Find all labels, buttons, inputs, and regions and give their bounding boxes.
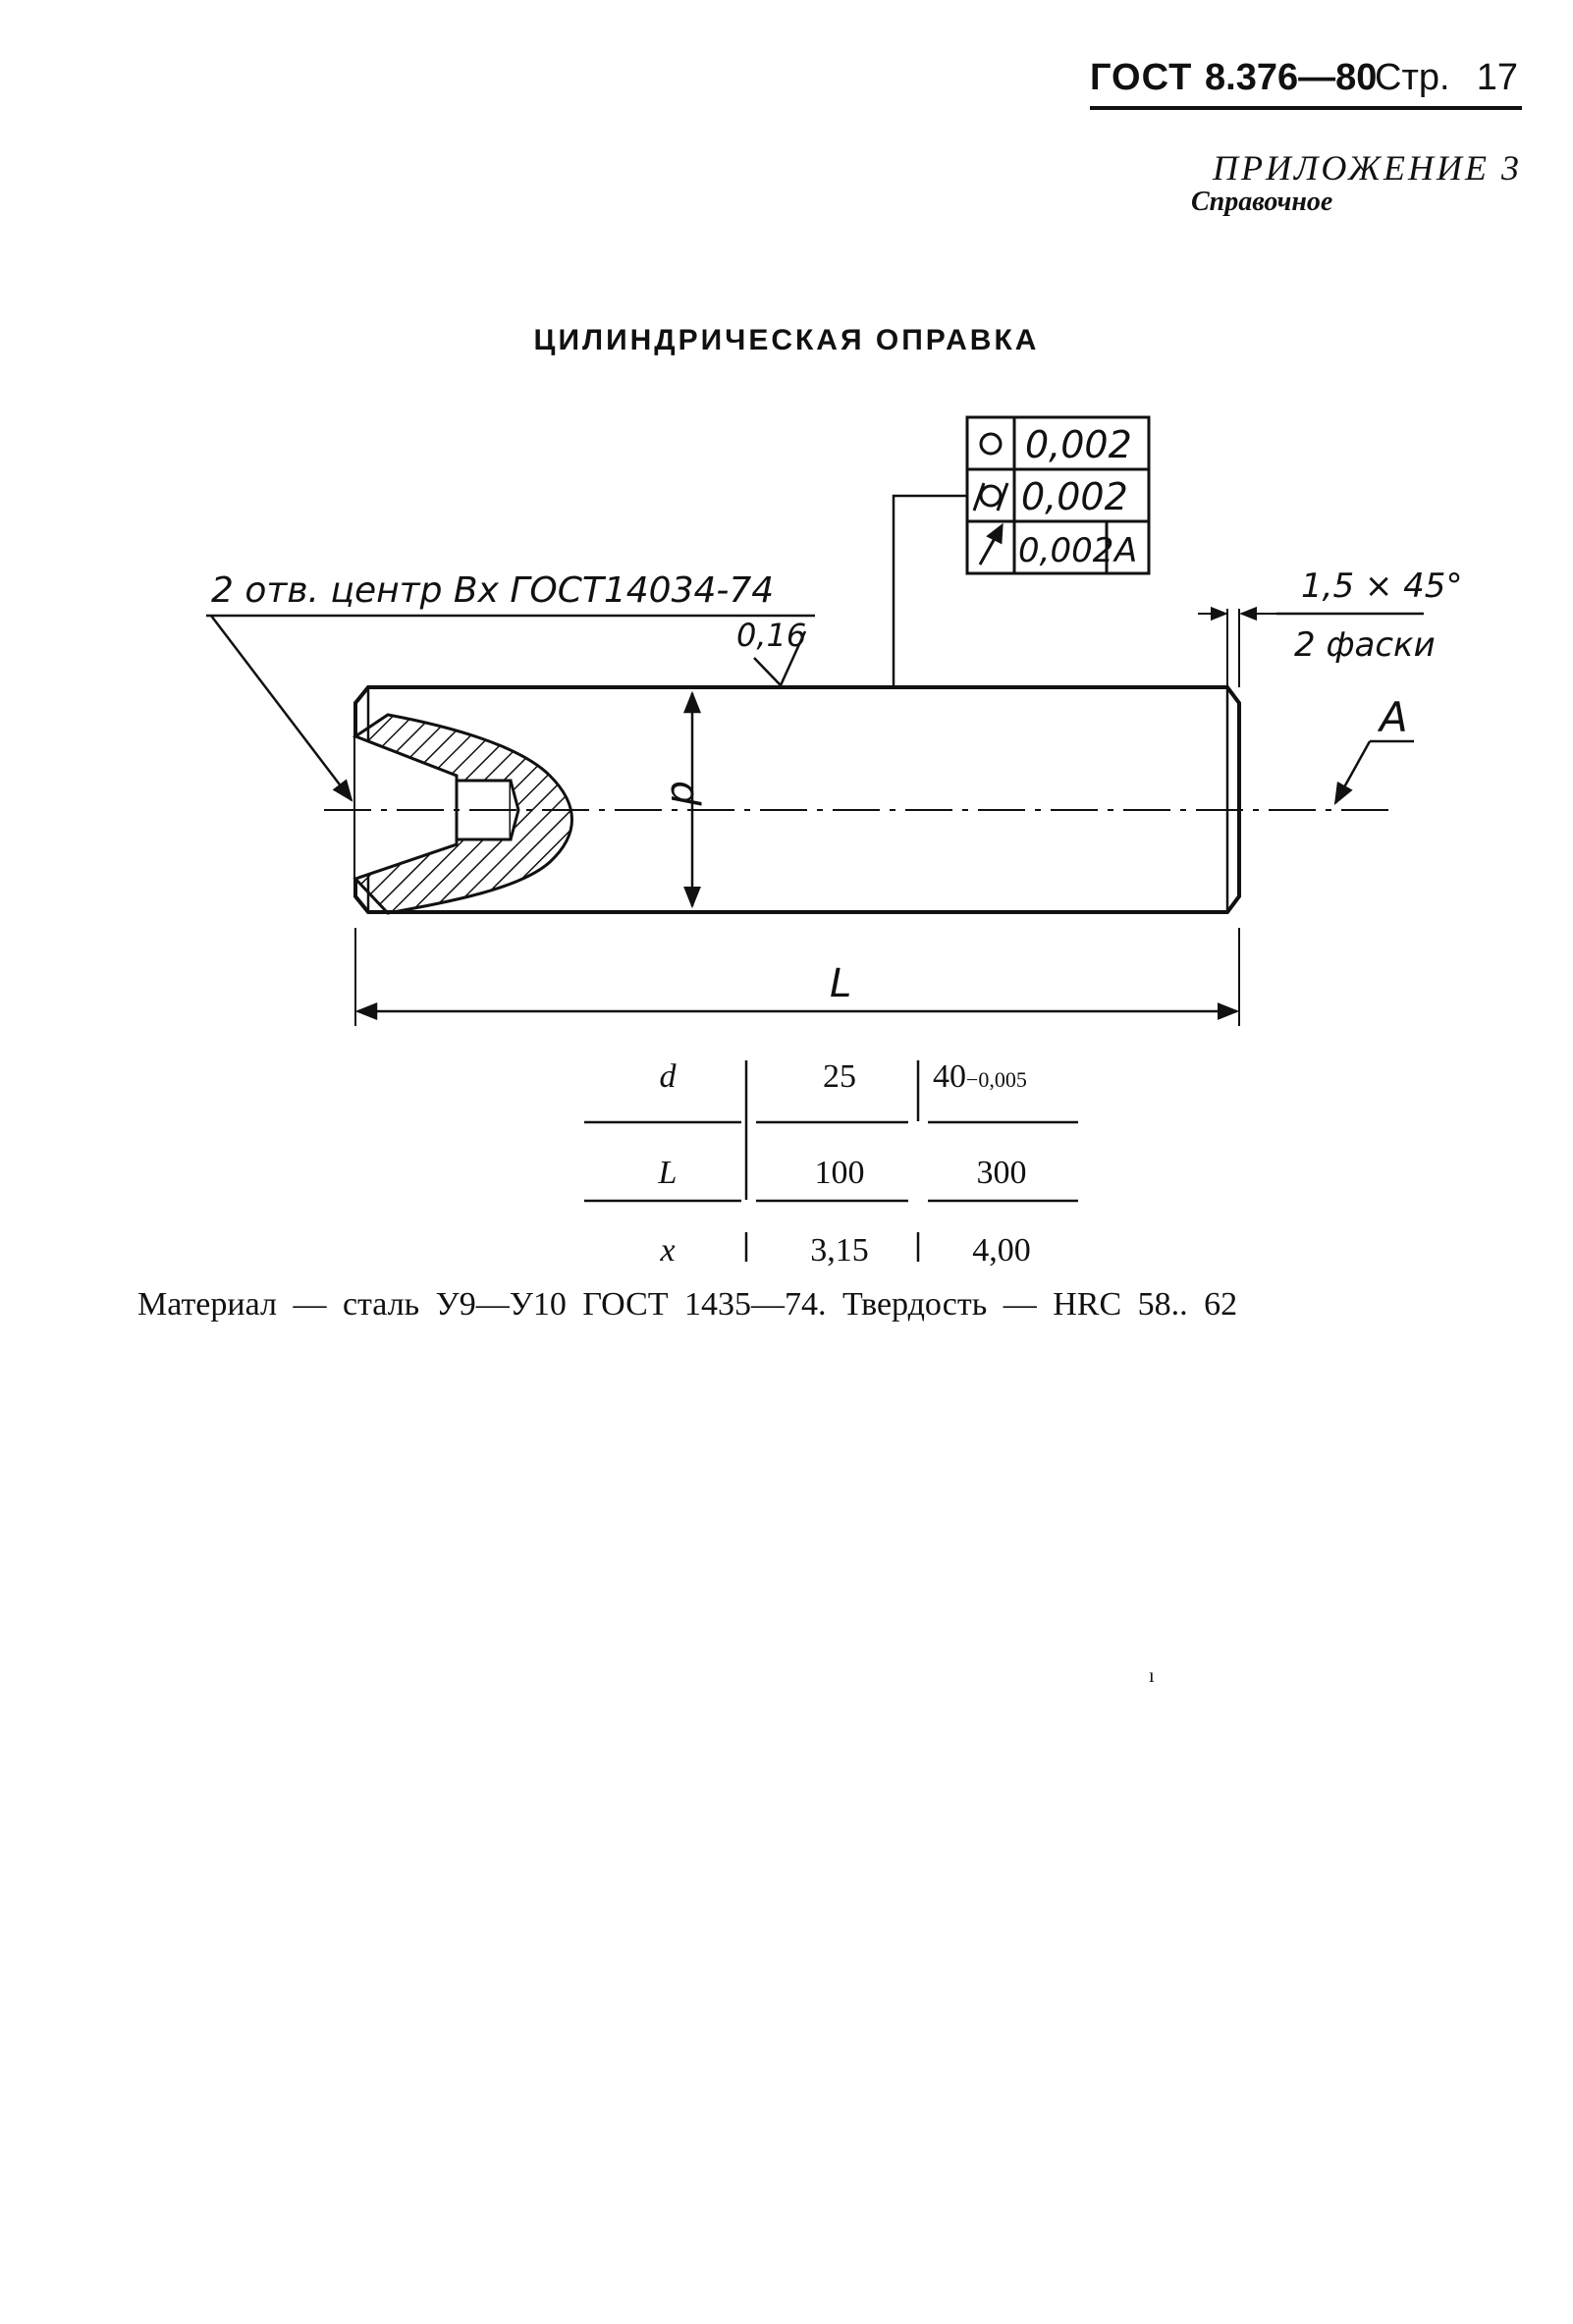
table-cell: 3,15	[810, 1232, 869, 1269]
table-cell: 40−0,005	[933, 1058, 1027, 1095]
drawing-title: ЦИЛИНДРИЧЕСКАЯ ОПРАВКА	[533, 324, 1040, 356]
table-label-x: x	[660, 1232, 676, 1269]
datum-leader	[1335, 741, 1370, 803]
tolerance-value-runout: 0,002	[1018, 531, 1114, 570]
table-cell: 4,00	[972, 1232, 1031, 1269]
tolerance-datum: А	[1114, 531, 1138, 570]
runout-icon	[980, 526, 1002, 565]
tolerance-value-cylindricity: 0,002	[1021, 475, 1128, 518]
chamfer-count: 2 фаски	[1294, 625, 1436, 665]
standard-number: 8.376—80	[1205, 57, 1378, 98]
tolerance-value-roundness: 0,002	[1025, 423, 1132, 466]
standard-code: ГОСТ	[1090, 57, 1193, 98]
frame-leader	[894, 496, 967, 687]
length-label: L	[830, 961, 852, 1006]
diameter-label: d	[662, 781, 707, 806]
stray-mark: ı	[1149, 1665, 1155, 1687]
table-cell: 100	[814, 1155, 865, 1191]
cylindricity-icon	[974, 483, 1007, 511]
center-holes-note: 2 отв. центр Вх ГОСТ14034-74	[211, 570, 775, 611]
table-label-d: d	[659, 1058, 677, 1095]
roughness-value: 0,16	[736, 617, 807, 654]
roundness-icon	[981, 434, 1001, 454]
center-holes-leader	[211, 616, 352, 800]
table-cell: 300	[976, 1155, 1027, 1191]
chamfer-size: 1,5 × 45°	[1301, 567, 1463, 606]
appendix-subtitle: Справочное	[1191, 187, 1333, 217]
table-cell: 25	[823, 1058, 856, 1095]
tolerance-subscript: −0,005	[966, 1067, 1027, 1092]
page-number: 17	[1476, 57, 1518, 98]
table-label-L: L	[658, 1155, 678, 1191]
page-label: Стр.	[1375, 57, 1450, 98]
datum-label: А	[1380, 693, 1408, 741]
appendix-title: ПРИЛОЖЕНИЕ 3	[1213, 148, 1522, 188]
material-note: Материал — сталь У9—У10 ГОСТ 1435—74. Твердость — HRC 58.. 62	[137, 1286, 1238, 1323]
